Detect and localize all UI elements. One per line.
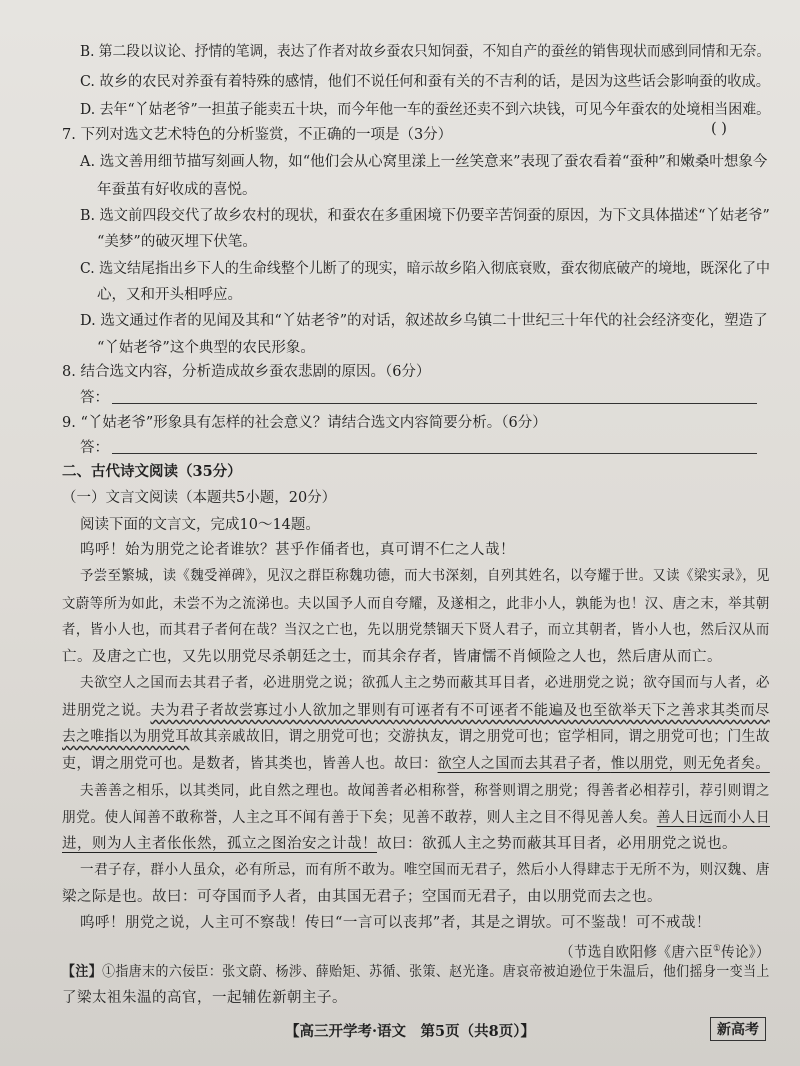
q8-stem: 8. 结合选文内容，分析造成故乡蚕农悲剧的原因。（6分）: [62, 364, 431, 380]
passage-line-4: 者，皆小人也，而其君子者何在哉？当汉之亡也，先以朋党禁锢天下贤人君子，而立其朝者，皆小人也，然后汉从而: [62, 622, 770, 638]
q9-answer-label: 答：: [80, 440, 109, 456]
note-line-2: 了梁太祖朱温的高官，一起辅佐新朝主子。: [62, 990, 347, 1006]
passage-line-11: [62, 808, 770, 828]
passage-line-9-lead: 吏，谓之朋党可也。是数者，皆其类也，皆善人也。故曰：: [62, 756, 438, 772]
edition-badge: 新高考: [710, 1017, 766, 1041]
passage-line-10: 夫善善之相乐，以其类同，此自然之理也。故闻善者必相称誉，称誉则谓之朋党；得善者必相荐引，荐引则谓之: [80, 783, 770, 799]
passage-line-8-rest: 故其亲戚故旧，谓之朋党可也；交游执友，谓之朋党可也；宦学相同，谓之朋党可也；门生故: [189, 729, 770, 745]
q9-stem: 9. “丫姑老爷”形象具有怎样的社会意义？请结合选文内容简要分析。（6分）: [62, 415, 547, 431]
passage-source: [560, 939, 770, 963]
passage-line-15: 呜呼！朋党之说，人主可不察哉！传曰“一言可以丧邦”者，其是之谓欤。可不鉴哉！可不戒哉！: [80, 915, 711, 931]
q7-option-a-line2: 年蚕茧有好收成的喜悦。: [97, 182, 257, 198]
passage-underlined-sentence-end: 惟以朋党，则无免者矣。: [610, 756, 770, 772]
q6-option-b: B. 第二段以议论、抒情的笔调，表达了作者对故乡蚕农只知饲蚕，不知自产的蚕丝的销售现状而感到同情和无奈。: [80, 44, 771, 60]
passage-line-5: 亡。及唐之亡也，又先以朋党尽杀朝廷之士，而其余存者，皆庸懦不肖倾险之人也，然后唐从而亡。: [62, 649, 722, 665]
passage-underlined-sentence: 欲空人之国而去其君子者，: [437, 756, 611, 772]
passage-line-7-lead: 进朋党之说。: [62, 703, 151, 719]
q8-answer-label: 答：: [80, 390, 109, 406]
q7-option-d-line2: “丫姑老爷”这个典型的农民形象。: [97, 340, 315, 356]
note-label: 【注】: [62, 964, 103, 980]
passage-underlined-translation-part1: 善人日远而小人日: [656, 810, 770, 826]
page-footer: 【高三开学考·语文 第5页（共8页）】: [285, 1023, 535, 1040]
passage-line-3: 文蔚等所为如此，未尝不为之流涕也。夫以国予人而自夸耀，及遂相之，此非小人，孰能为也！汉、唐之末，举其朝: [62, 596, 770, 612]
section2-sub1: （一）文言文阅读（本题共5小题，20分）: [62, 490, 337, 506]
passage-line-2: 予尝至繁城，读《魏受禅碑》，见汉之群臣称魏功德，而大书深刻，自列其姓名，以夸耀于世。又读《梁实录》，见: [80, 568, 770, 584]
q7-option-b-line2: “美梦”的破灭埋下伏笔。: [97, 234, 257, 250]
passage-line-11-lead: 朋党。使人闻善不敢称誉，人主之耳不闻有善于下矣；见善不敢荐，则人主之目不得见善人矣。: [62, 810, 657, 826]
section2-title: 二、古代诗文阅读（35分）: [62, 463, 242, 480]
q6-option-d: D. 去年“丫姑老爷”一担茧子能卖五十块，而今年他一车的蚕丝还卖不到六块钱，可见今年蚕农的处境相当困难。: [80, 102, 771, 118]
passage-wavy-sentence-part1: 夫为君子者故尝寡过小人欲加之罪则有可诬者有不可诬者不能遍及也至欲举天下之善求其类而尽: [150, 703, 770, 719]
passage-line-1: 呜呼！始为朋党之论者谁欤？甚乎作俑者也，真可谓不仁之人哉！: [80, 542, 515, 558]
passage-source-text: （节选自欧阳修《唐六臣: [560, 944, 714, 961]
passage-line-14: 梁之际是也。故曰：可夺国而予人者，由其国无君子；空国而无君子，由以朋党而去之也。: [62, 889, 662, 905]
q9-answer-line[interactable]: [112, 453, 757, 454]
passage-line-6: 夫欲空人之国而去其君子者，必进朋党之说；欲孤人主之势而蔽其耳目者，必进朋党之说；欲夺国而与人者，必: [80, 675, 770, 691]
q6-option-c: C. 故乡的农民对养蚕有着特殊的感情，他们不说任何和蚕有关的不吉利的话，是因为这些话会影响蚕的收成。: [80, 74, 771, 90]
passage-line-7: [62, 701, 770, 721]
q8-answer-line[interactable]: [112, 403, 757, 404]
q7-option-d-line1: D. 选文通过作者的见闻及其和“丫姑老爷”的对话，叙述故乡乌镇二十世纪三十年代的社会经济变化，塑造了: [80, 313, 768, 329]
note-text-1: ①指唐末的六佞臣：张文蔚、杨涉、薛贻矩、苏循、张策、赵光逢。唐哀帝被迫逊位于朱温后，他们摇身一变当上: [102, 964, 770, 980]
note-line-1: [62, 962, 770, 982]
passage-underlined-translation-part2: 进，则为人主者伥伥然，: [62, 836, 227, 852]
q7-option-b-line1: B. 选文前四段交代了故乡农村的现状，和蚕农在多重困境下仍要辛苦饲蚕的原因，为下文具体描述“丫姑老爷”: [80, 208, 770, 224]
section2-intro: 阅读下面的文言文，完成10～14题。: [80, 517, 320, 533]
passage-underlined-translation-part3: 孤立之图治安之计哉！: [227, 836, 377, 852]
q7-stem: 7. 下列对选文艺术特色的分析鉴赏，不正确的一项是（3分）: [62, 127, 453, 143]
passage-wavy-sentence-part2: 去之唯指以为朋党耳: [62, 729, 190, 745]
passage-line-12-rest: 故曰：欲孤人主之势而蔽其耳目者，必用朋党之说也。: [377, 836, 737, 852]
passage-source-note-mark: ①: [713, 944, 722, 954]
passage-line-8: [62, 727, 770, 747]
passage-line-9: [62, 754, 770, 774]
q7-option-a-line1: A. 选文善用细节描写刻画人物，如“他们会从心窝里漾上一丝笑意来”表现了蚕农看着“蚕种”和嫩桑叶想象今: [80, 154, 768, 170]
q7-answer-blank: ( ): [711, 121, 727, 137]
q7-option-c-line2: 心，又和开头相呼应。: [97, 287, 242, 303]
passage-source-end: 传论》）: [721, 944, 771, 961]
passage-line-12: [62, 834, 737, 854]
passage-line-13: 一君子存，群小人虽众，必有所忌，而有所不敢为。唯空国而无君子，然后小人得肆志于无所不为，则汉魏、唐: [80, 862, 770, 878]
q7-option-c-line1: C. 选文结尾指出乡下人的生命线整个儿断了的现实，暗示故乡陷入彻底衰败，蚕农彻底破产的境地，既深化了中: [80, 261, 771, 277]
